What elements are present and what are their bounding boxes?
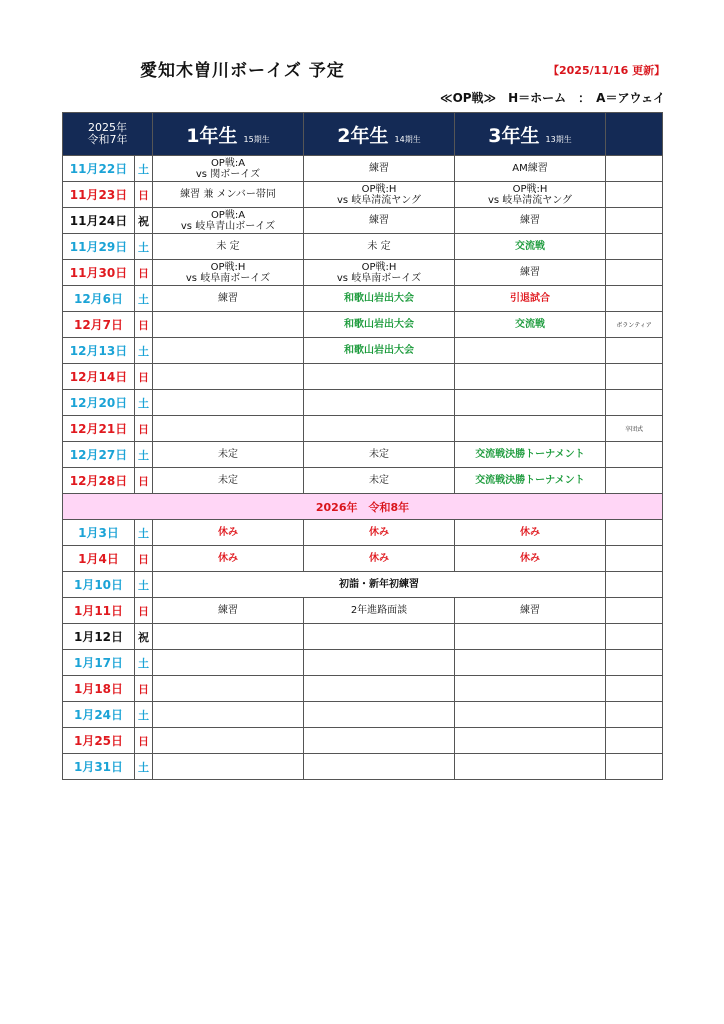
schedule-row [63,520,663,546]
grade2-cell [304,390,455,416]
weekday-cell: 土 [135,156,153,182]
grade1-cell [153,260,304,286]
grade3-cell [455,442,606,468]
grade1-cell [153,754,304,780]
cell-line: 未定 [369,475,389,486]
grade-label: 1年生 [186,124,238,147]
grade1-cell [153,156,304,182]
cell-line: vs 岐阜南ボーイズ [336,272,422,284]
grade1-cell [153,286,304,312]
grade-sub-label: 14期生 [394,134,421,144]
weekday-cell: 土 [135,754,153,780]
note-cell [606,468,663,494]
cell-line: 練習 [218,293,238,304]
grade2-cell [304,286,455,312]
grade3-cell [455,546,606,572]
grade3-cell [455,468,606,494]
table-header-row [63,113,663,156]
cell-line: 未 定 [216,241,240,252]
cell-line: 休み [218,553,238,564]
cell-line: 未定 [218,475,238,486]
grade1-cell [153,416,304,442]
note-cell [606,156,663,182]
date-cell: 1月25日 [63,728,135,754]
schedule-row [63,182,663,208]
schedule-row [63,728,663,754]
schedule-row [63,754,663,780]
cell-line: OP戦:H [361,261,397,273]
grade1-cell [153,598,304,624]
note-cell [606,234,663,260]
grade2-cell [304,598,455,624]
note-cell [606,364,663,390]
cell-line: 休み [218,527,238,538]
cell-line: 交流戦決勝トーナメント [475,449,585,460]
grade1-cell [153,208,304,234]
note-cell: 卒団式 [606,416,663,442]
grade2-cell [304,624,455,650]
schedule-2026-body [63,520,663,780]
cell-line: 和歌山岩出大会 [344,293,414,304]
schedule-row [63,624,663,650]
grade1-cell [153,468,304,494]
schedule-row [63,572,663,598]
cell-line: 2年進路面談 [350,605,408,616]
grade2-cell [304,650,455,676]
date-cell: 12月13日 [63,338,135,364]
note-cell [606,598,663,624]
cell-line: OP戦:A [210,209,246,221]
cell-line: OP戦:A [210,157,246,169]
page-title: 愛知木曽川ボーイズ 予定 [140,61,345,81]
cell-line: 練習 [520,267,540,278]
grade1-cell [153,728,304,754]
grade1-cell [153,390,304,416]
date-cell: 1月4日 [63,546,135,572]
date-cell: 11月30日 [63,260,135,286]
grade2-cell [304,442,455,468]
schedule-row [63,546,663,572]
grade2-cell [304,156,455,182]
grade1-cell [153,676,304,702]
year-separator-body [63,494,663,520]
grade2-cell [304,338,455,364]
cell-line: vs 岐阜清流ヤング [336,194,421,206]
grade3-cell [455,260,606,286]
date-cell: 12月6日 [63,286,135,312]
schedule-row [63,208,663,234]
grade2-cell [304,754,455,780]
note-cell [606,572,663,598]
note-cell [606,676,663,702]
note-cell [606,650,663,676]
weekday-cell: 日 [135,598,153,624]
date-cell: 1月11日 [63,598,135,624]
grade-header-3 [455,113,606,156]
grade3-cell [455,182,606,208]
grade1-cell [153,364,304,390]
note-cell [606,182,663,208]
grade-label: 3年生 [488,124,540,147]
note-cell [606,728,663,754]
grade3-cell [455,312,606,338]
grade3-cell [455,390,606,416]
weekday-cell: 土 [135,442,153,468]
schedule-row [63,286,663,312]
cell-line: 引退試合 [510,293,550,304]
weekday-cell: 日 [135,312,153,338]
weekday-cell: 日 [135,546,153,572]
date-cell: 11月29日 [63,234,135,260]
date-cell: 12月20日 [63,390,135,416]
date-cell: 12月21日 [63,416,135,442]
updated-date: 【2025/11/16 更新】 [548,64,666,77]
date-cell: 1月18日 [63,676,135,702]
cell-line: 休み [369,527,389,538]
year-separator-row [63,494,663,520]
weekday-cell: 日 [135,260,153,286]
grade3-cell [455,520,606,546]
schedule-row [63,442,663,468]
schedule-row [63,650,663,676]
op-legend: ≪OP戦≫ H＝ホーム ： A＝アウェイ [440,91,665,105]
grade3-cell [455,286,606,312]
grade2-cell [304,416,455,442]
cell-line: vs 岐阜南ボーイズ [185,272,271,284]
weekday-cell: 祝 [135,624,153,650]
grade2-cell [304,312,455,338]
schedule-row [63,338,663,364]
note-cell [606,702,663,728]
grade1-cell [153,338,304,364]
cell-line: 練習 [369,215,389,226]
year-header-line2: 令和7年 [87,133,128,146]
grade3-cell [455,156,606,182]
schedule-row [63,156,663,182]
grade2-cell [304,676,455,702]
grade3-cell [455,702,606,728]
weekday-cell: 日 [135,468,153,494]
cell-line: 未定 [369,449,389,460]
cell-line: 交流戦決勝トーナメント [475,475,585,486]
grade1-cell [153,650,304,676]
date-cell: 11月22日 [63,156,135,182]
cell-line: 交流戦 [515,241,545,252]
weekday-cell: 土 [135,702,153,728]
cell-line: 練習 兼 メンバー帯同 [180,189,276,200]
grade2-cell [304,520,455,546]
cell-line: 休み [520,527,540,538]
date-cell: 12月27日 [63,442,135,468]
grade3-cell [455,416,606,442]
cell-line: 未 定 [367,241,391,252]
cell-line: 和歌山岩出大会 [344,319,414,330]
cell-line: vs 岐阜清流ヤング [487,194,572,206]
year-header [63,113,153,156]
date-cell: 1月3日 [63,520,135,546]
date-cell: 12月14日 [63,364,135,390]
date-cell: 12月28日 [63,468,135,494]
weekday-cell: 日 [135,728,153,754]
schedule-row [63,390,663,416]
note-cell [606,754,663,780]
grade-label: 2年生 [337,124,389,147]
cell-line: 未定 [218,449,238,460]
note-cell [606,338,663,364]
note-cell [606,286,663,312]
grade3-cell [455,234,606,260]
date-cell: 1月24日 [63,702,135,728]
grade3-cell [455,676,606,702]
weekday-cell: 土 [135,520,153,546]
date-cell: 11月23日 [63,182,135,208]
note-cell [606,208,663,234]
cell-line: 練習 [520,215,540,226]
cell-line: 練習 [520,605,540,616]
note-cell: ボランティア [606,312,663,338]
grade3-cell [455,338,606,364]
notes-header [606,113,663,156]
weekday-cell: 土 [135,286,153,312]
note-cell [606,520,663,546]
grade3-cell [455,624,606,650]
note-cell [606,624,663,650]
date-cell: 12月7日 [63,312,135,338]
schedule-row [63,598,663,624]
weekday-cell: 土 [135,650,153,676]
schedule-row [63,676,663,702]
grade2-cell [304,234,455,260]
cell-line: 交流戦 [515,319,545,330]
cell-line: OP戦:H [210,261,246,273]
weekday-cell: 土 [135,338,153,364]
date-cell: 1月31日 [63,754,135,780]
merged-cell: 初詣・新年初練習 [153,572,606,598]
grade3-cell [455,364,606,390]
schedule-row [63,234,663,260]
grade1-cell [153,312,304,338]
schedule-row [63,364,663,390]
cell-line: 和歌山岩出大会 [344,345,414,356]
date-cell: 11月24日 [63,208,135,234]
grade3-cell [455,208,606,234]
grade-sub-label: 15期生 [243,134,270,144]
cell-line: OP戦:H [512,183,548,195]
weekday-cell: 日 [135,364,153,390]
weekday-cell: 日 [135,182,153,208]
note-cell [606,260,663,286]
grade2-cell [304,208,455,234]
weekday-cell: 土 [135,390,153,416]
grade3-cell [455,598,606,624]
note-cell [606,546,663,572]
grade1-cell [153,234,304,260]
grade2-cell [304,728,455,754]
schedule-row [63,312,663,338]
grade-header-1 [153,113,304,156]
weekday-cell: 日 [135,676,153,702]
schedule-row [63,702,663,728]
date-cell: 1月17日 [63,650,135,676]
date-cell: 1月12日 [63,624,135,650]
cell-line: 休み [369,553,389,564]
grade2-cell [304,260,455,286]
schedule-row [63,260,663,286]
schedule-table [62,112,663,780]
grade-header-2 [304,113,455,156]
grade2-cell [304,468,455,494]
grade3-cell [455,650,606,676]
cell-line: vs 岐阜青山ボーイズ [180,220,276,232]
grade2-cell [304,702,455,728]
cell-line: 練習 [218,605,238,616]
schedule-2025-body [63,156,663,494]
grade3-cell [455,728,606,754]
schedule-row [63,416,663,442]
grade1-cell [153,624,304,650]
weekday-cell: 土 [135,572,153,598]
note-cell [606,442,663,468]
grade1-cell [153,546,304,572]
year-separator: 2026年 令和8年 [63,494,663,520]
cell-line: AM練習 [512,163,548,174]
cell-line: 練習 [369,163,389,174]
weekday-cell: 土 [135,234,153,260]
note-cell [606,390,663,416]
grade1-cell [153,442,304,468]
cell-line: OP戦:H [361,183,397,195]
schedule-row [63,468,663,494]
grade2-cell [304,364,455,390]
grade2-cell [304,546,455,572]
grade1-cell [153,520,304,546]
year-header-line1: 2025年 [88,121,127,134]
cell-line: 休み [520,553,540,564]
weekday-cell: 祝 [135,208,153,234]
grade3-cell [455,754,606,780]
grade1-cell [153,182,304,208]
weekday-cell: 日 [135,416,153,442]
grade-sub-label: 13期生 [545,134,572,144]
date-cell: 1月10日 [63,572,135,598]
grade1-cell [153,702,304,728]
cell-line: vs 関ボーイズ [195,168,261,180]
grade2-cell [304,182,455,208]
